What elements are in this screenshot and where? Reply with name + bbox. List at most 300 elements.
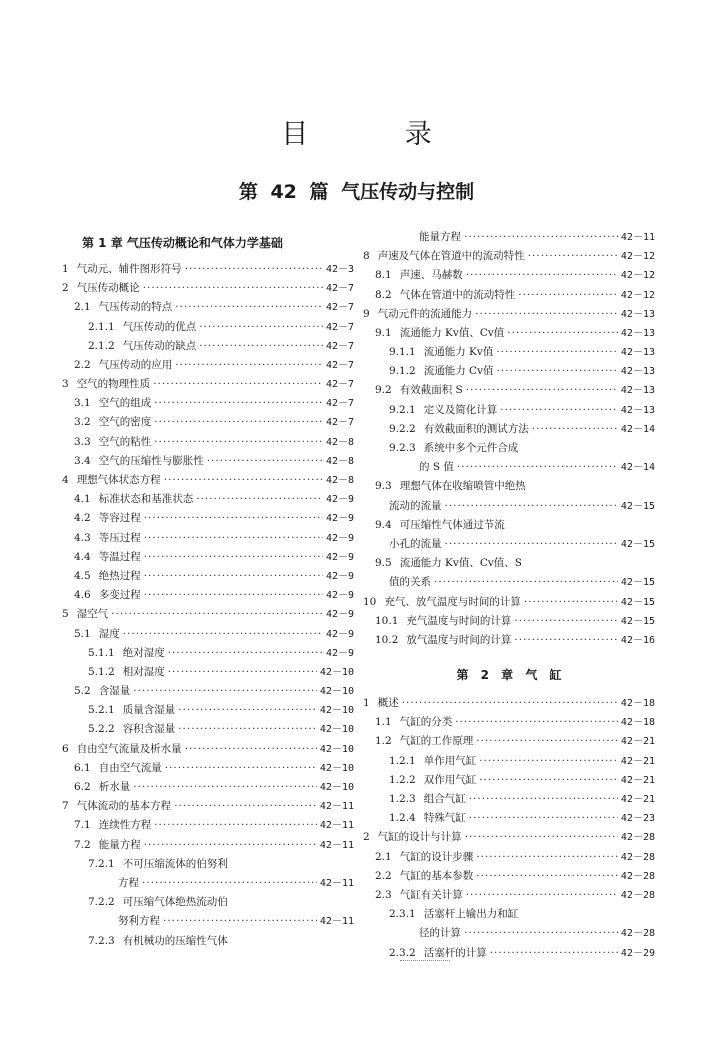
toc-entry-page: 42－7	[325, 359, 354, 371]
toc-entry	[363, 573, 655, 592]
toc-entry-label	[74, 490, 193, 509]
toc-entry-page: 42－9	[325, 590, 354, 602]
toc-entry-text: 湿度	[98, 627, 120, 640]
toc-entry	[62, 816, 354, 835]
toc-entry-label	[375, 324, 504, 343]
toc-entry-page: 42－21	[620, 794, 655, 806]
toc-entry-text: 径的计算	[419, 927, 461, 940]
toc-entry-number: 5.1	[74, 627, 91, 640]
toc-entry	[363, 535, 655, 554]
toc-entry-text: 放气温度与时间的计算	[406, 633, 512, 646]
toc-leader-dots	[514, 631, 618, 650]
toc-entry	[363, 733, 655, 752]
toc-entry-number: 2.1.1	[88, 320, 115, 333]
toc-entry-page: 42－13	[620, 308, 655, 320]
toc-entry-page: 42－9	[325, 570, 354, 582]
toc-entry-label	[88, 318, 196, 337]
toc-entry-text: 相对湿度	[122, 665, 165, 678]
toc-entry-text: 单作用气缸	[423, 754, 477, 767]
toc-entry-label	[375, 612, 511, 631]
toc-entry-label	[389, 362, 494, 381]
toc-entry-page: 42－28	[620, 870, 655, 882]
toc-entry	[62, 298, 354, 317]
toc-leader-dots	[475, 305, 618, 324]
toc-entry-number: 1.2	[375, 735, 392, 748]
toc-entry-number: 3.2	[74, 416, 91, 429]
toc-leader-dots	[199, 337, 323, 356]
toc-entry-number: 1.2.3	[389, 793, 416, 806]
toc-entry-number: 4.6	[74, 589, 91, 602]
toc-entry-number: 5.1.2	[88, 665, 115, 678]
toc-entry-text: 的 S 值	[419, 461, 454, 474]
toc-entry-label	[88, 663, 165, 682]
toc-leader-dots	[154, 394, 323, 413]
toc-entry-text: 有效截面积的测试方法	[423, 422, 529, 435]
toc-entry-label	[88, 855, 228, 874]
toc-entry-page: 42－7	[325, 302, 354, 314]
toc-entry-text: 等温过程	[98, 550, 141, 563]
toc-entry-label	[375, 554, 522, 573]
toc-entry-number: 1	[62, 262, 69, 275]
toc-entry-label	[389, 752, 476, 771]
toc-entry	[62, 605, 354, 624]
toc-entry	[363, 631, 655, 650]
toc-leader-dots	[168, 663, 317, 682]
toc-entry-page: 42－7	[325, 340, 354, 352]
toc-entry-label	[375, 848, 473, 867]
toc-leader-dots	[153, 375, 323, 394]
toc-entry-page: 42－13	[620, 347, 655, 359]
toc-entry-label	[74, 816, 151, 835]
toc-leader-dots	[465, 828, 618, 847]
toc-entry-label	[74, 625, 120, 644]
toc-entry-label	[389, 573, 431, 592]
toc-entry-label	[375, 477, 526, 496]
toc-list-right-bottom	[363, 694, 655, 963]
toc-entry-label	[375, 886, 463, 905]
toc-entry	[363, 828, 655, 847]
toc-entry-label	[74, 567, 141, 586]
toc-leader-dots	[144, 586, 323, 605]
toc-entry-page: 42－28	[620, 889, 655, 901]
toc-entry-number: 3.4	[74, 454, 91, 467]
toc-entry-text: 气缸的设计步骤	[399, 850, 474, 863]
toc-entry-text: 气体在管道中的流动特性	[399, 288, 516, 301]
toc-entry-text: 自由空气流量及析水量	[76, 742, 182, 755]
toc-entry-number: 5.2.2	[88, 723, 115, 736]
toc-entry	[62, 932, 354, 951]
toc-entry-label	[419, 228, 461, 247]
toc-entry	[62, 452, 354, 471]
toc-leader-dots	[466, 886, 618, 905]
toc-list-left	[62, 260, 354, 951]
toc-entry-label	[389, 809, 466, 828]
toc-entry-label	[363, 593, 521, 612]
toc-entry	[62, 567, 354, 586]
toc-entry	[363, 790, 655, 809]
toc-entry-number: 6.1	[74, 761, 91, 774]
toc-entry-number: 2	[363, 831, 370, 844]
toc-entry-page: 42－10	[319, 743, 354, 755]
toc-leader-dots	[144, 529, 323, 548]
toc-entry-text: 特殊气缸	[423, 812, 466, 825]
toc-entry-label	[389, 420, 529, 439]
toc-entry-number: 2.3.2	[389, 946, 416, 959]
toc-entry-text: 组合气缸	[423, 793, 466, 806]
toc-entry-label	[389, 790, 466, 809]
toc-entry-label	[74, 413, 151, 432]
toc-entry-label	[62, 279, 140, 298]
toc-entry-number: 2.1.2	[88, 339, 115, 352]
toc-entry-number: 9.3	[375, 480, 392, 493]
toc-entry-page: 42－7	[325, 417, 354, 429]
toc-entry-label	[74, 682, 130, 701]
toc-entry-number: 9.1	[375, 326, 392, 339]
toc-entry-text: 流通能力 Kv值、Cv值、S	[399, 557, 522, 570]
toc-entry-label	[74, 509, 141, 528]
toc-entry-page: 42－21	[620, 755, 655, 767]
toc-entry-number: 9.1.1	[389, 346, 416, 359]
toc-entry-label	[74, 836, 141, 855]
toc-entry-page: 42－8	[325, 436, 354, 448]
toc-entry-page: 42－15	[620, 615, 655, 627]
toc-entry	[62, 778, 354, 797]
toc-entry	[363, 439, 655, 458]
toc-entry-page: 42－14	[620, 423, 655, 435]
toc-entry	[363, 266, 655, 285]
toc-entry-number: 1.2.1	[389, 754, 416, 767]
toc-entry-number: 5.2	[74, 685, 91, 698]
toc-entry-page: 42－15	[620, 577, 655, 589]
toc-entry	[363, 420, 655, 439]
toc-leader-dots	[476, 732, 618, 751]
toc-entry-text: 声速、马赫数	[399, 269, 463, 282]
toc-leader-dots	[514, 612, 618, 631]
toc-entry	[62, 394, 354, 413]
toc-entry-number: 7.2.3	[88, 934, 115, 947]
toc-entry-text: 绝热过程	[98, 569, 141, 582]
toc-entry-text: 充气温度与时间的计算	[406, 614, 512, 627]
toc-entry	[363, 848, 655, 867]
toc-leader-dots	[496, 343, 618, 362]
toc-leader-dots	[402, 694, 618, 713]
toc-entry-text: 流动的流量	[389, 499, 442, 512]
toc-entry-label	[88, 893, 228, 912]
toc-left-column	[62, 228, 354, 951]
page-title: 目 录	[281, 119, 476, 150]
toc-entry-number: 6	[62, 742, 69, 755]
toc-entry	[62, 318, 354, 337]
toc-entry-label	[389, 905, 518, 924]
toc-entry-text: 系统中多个元件合成	[423, 442, 519, 455]
toc-entry	[62, 529, 354, 548]
toc-entry-number: 3.3	[74, 435, 91, 448]
toc-entry	[62, 625, 354, 644]
toc-entry-page: 42－10	[319, 782, 354, 794]
toc-entry-page: 42－23	[620, 813, 655, 825]
toc-entry	[62, 586, 354, 605]
toc-entry-label	[62, 797, 171, 816]
toc-entry-page: 42－15	[620, 538, 655, 550]
toc-entry	[363, 228, 655, 247]
toc-leader-dots	[143, 279, 323, 298]
chapter-2-title: 第 2 章 气 缸	[456, 668, 562, 683]
toc-entry-number: 7.2.1	[88, 857, 115, 870]
toc-entry-label	[62, 605, 108, 624]
toc-entry-page: 42－28	[620, 928, 655, 940]
toc-entry-text: 气缸的工作原理	[399, 735, 474, 748]
toc-leader-dots	[469, 790, 618, 809]
toc-entry-number: 2.1	[375, 850, 392, 863]
toc-entry-page: 42－11	[319, 877, 354, 889]
toc-entry-number: 7.1	[74, 819, 91, 832]
toc-entry	[62, 260, 354, 279]
toc-entry-number: 2.2	[74, 358, 91, 371]
toc-entry	[363, 343, 655, 362]
toc-entry-page: 42－15	[620, 500, 655, 512]
toc-entry-number: 8	[363, 250, 370, 263]
toc-entry-page: 42－7	[325, 398, 354, 410]
toc-entry	[363, 809, 655, 828]
toc-entry-page: 42－10	[319, 666, 354, 678]
toc-entry	[363, 324, 655, 343]
toc-entry	[62, 375, 354, 394]
toc-entry-text: 能量方程	[419, 230, 461, 243]
toc-leader-dots	[144, 509, 323, 528]
toc-entry-page: 42－7	[325, 321, 354, 333]
toc-entry	[363, 362, 655, 381]
toc-leader-dots	[507, 324, 618, 343]
toc-entry-label	[88, 644, 165, 663]
toc-entry	[363, 382, 655, 401]
toc-entry-number: 1	[363, 697, 370, 710]
toc-entry	[62, 740, 354, 759]
toc-entry-text: 充气、放气温度与时间的计算	[384, 595, 521, 608]
toc-leader-dots	[174, 797, 317, 816]
toc-entry-page: 42－9	[325, 609, 354, 621]
toc-entry-text: 小孔的流量	[389, 537, 442, 550]
toc-entry	[363, 458, 655, 477]
toc-entry-label	[363, 694, 399, 713]
toc-entry	[62, 279, 354, 298]
toc-entry-page: 42－11	[620, 231, 655, 243]
toc-entry-page: 42－21	[620, 774, 655, 786]
toc-entry-text: 空气的密度	[98, 416, 152, 429]
toc-entry-label	[375, 516, 505, 535]
toc-leader-dots	[500, 401, 618, 420]
toc-entry-label	[389, 535, 442, 554]
toc-entry-number: 2	[62, 282, 69, 295]
toc-entry	[363, 516, 655, 535]
toc-leader-dots	[178, 720, 317, 739]
toc-entry-number: 10.2	[375, 633, 399, 646]
toc-entry	[363, 593, 655, 612]
footer-mark	[400, 960, 450, 963]
toc-entry-number: 9.5	[375, 557, 392, 570]
toc-leader-dots	[445, 535, 618, 554]
toc-entry-text: 气动元件的流通能力	[377, 307, 473, 320]
toc-entry-text: 空气的物理性质	[76, 378, 151, 391]
toc-entry-text: 有效截面积 S	[399, 384, 463, 397]
toc-leader-dots	[133, 682, 317, 701]
toc-leader-dots	[455, 713, 618, 732]
toc-leader-dots	[175, 298, 323, 317]
toc-entry-text: 声速及气体在管道中的流动特性	[377, 250, 525, 263]
toc-entry-number: 10	[363, 595, 377, 608]
toc-entry-number: 6.2	[74, 781, 91, 794]
toc-entry-page: 42－9	[325, 494, 354, 506]
toc-entry	[62, 682, 354, 701]
toc-entry-number: 1.2.2	[389, 773, 416, 786]
toc-leader-dots	[457, 458, 618, 477]
toc-leader-dots	[479, 771, 618, 790]
toc-entry-text: 双作用气缸	[423, 773, 477, 786]
toc-entry	[363, 247, 655, 266]
toc-entry-number: 5	[62, 608, 69, 621]
toc-entry-label	[363, 305, 472, 324]
toc-entry-text: 空气的压缩性与膨胀性	[98, 454, 204, 467]
toc-entry	[363, 497, 655, 516]
toc-leader-dots	[464, 924, 618, 943]
toc-entry-number: 9.2.3	[389, 442, 416, 455]
toc-leader-dots	[178, 701, 317, 720]
toc-entry-text: 气缸有关计算	[399, 888, 463, 901]
toc-entry-label	[88, 337, 196, 356]
toc-entry	[363, 694, 655, 713]
toc-entry-label	[74, 394, 151, 413]
toc-entry-page: 42－14	[620, 462, 655, 474]
toc-entry-label	[74, 548, 141, 567]
toc-leader-dots	[144, 836, 317, 855]
toc-leader-dots	[476, 867, 618, 886]
toc-leader-dots	[165, 759, 317, 778]
toc-entry	[62, 644, 354, 663]
toc-entry	[363, 305, 655, 324]
toc-leader-dots	[185, 740, 317, 759]
toc-entry-page: 42－18	[620, 717, 655, 729]
toc-entry-page: 42－13	[620, 366, 655, 378]
toc-leader-dots	[497, 362, 618, 381]
toc-entry-label	[389, 439, 518, 458]
toc-right-column	[363, 228, 655, 963]
toc-entry-page: 42－11	[319, 916, 354, 928]
toc-entry-page: 42－9	[325, 647, 354, 659]
toc-entry-label	[375, 631, 511, 650]
toc-entry-text: 气缸的分类	[399, 716, 453, 729]
toc-entry-text: 概述	[377, 697, 399, 710]
toc-entry-page: 42－11	[319, 801, 354, 813]
toc-entry-number: 4.4	[74, 550, 91, 563]
toc-entry	[62, 797, 354, 816]
toc-entry-page: 42－29	[620, 947, 655, 959]
toc-entry-label	[62, 471, 161, 490]
toc-entry-label	[375, 867, 473, 886]
toc-entry-label	[389, 401, 497, 420]
part-title: 第 42 篇 气压传动与控制	[238, 181, 475, 203]
toc-leader-dots	[111, 605, 323, 624]
toc-leader-dots	[133, 778, 317, 797]
toc-leader-dots	[185, 260, 323, 279]
toc-leader-dots	[142, 874, 317, 893]
toc-entry-page: 42－13	[620, 327, 655, 339]
toc-entry	[363, 554, 655, 573]
toc-entry-text: 等容过程	[98, 512, 141, 525]
toc-leader-dots	[199, 318, 323, 337]
toc-entry-label	[375, 266, 463, 285]
toc-entry-text: 含湿量	[98, 685, 131, 698]
toc-entry	[363, 401, 655, 420]
toc-entry-label	[74, 778, 130, 797]
toc-entry	[62, 548, 354, 567]
toc-entry-number: 7	[62, 800, 69, 813]
toc-entry-page: 42－10	[319, 705, 354, 717]
toc-entry-number: 2.2	[375, 869, 392, 882]
toc-entry	[62, 490, 354, 509]
toc-entry-page: 42－7	[325, 379, 354, 391]
toc-leader-dots	[528, 247, 618, 266]
toc-entry-page: 42－12	[620, 251, 655, 263]
toc-entry-text: 等压过程	[98, 531, 141, 544]
toc-entry-label	[363, 828, 462, 847]
toc-entry-page: 42－18	[620, 698, 655, 710]
toc-entry-text: 气体流动的基本方程	[76, 800, 172, 813]
toc-entry-page: 42－12	[620, 270, 655, 282]
toc-entry-label	[74, 298, 172, 317]
toc-leader-dots	[445, 497, 618, 516]
toc-entry-number: 3	[62, 378, 69, 391]
toc-entry-label	[419, 924, 461, 943]
toc-entry	[62, 836, 354, 855]
toc-leader-dots	[524, 593, 618, 612]
toc-leader-dots	[479, 752, 618, 771]
toc-entry	[363, 771, 655, 790]
toc-entry-number: 1.2.4	[389, 812, 416, 825]
toc-entry	[62, 471, 354, 490]
toc-entry-number: 2.3.1	[389, 908, 416, 921]
toc-entry-text: 气压传动的缺点	[122, 339, 197, 352]
toc-entry-page: 42－11	[319, 839, 354, 851]
toc-entry	[62, 912, 354, 931]
toc-entry-label	[375, 732, 473, 751]
toc-entry-text: 气压传动的优点	[122, 320, 197, 333]
toc-entry-number: 4.3	[74, 531, 91, 544]
toc-entry-label	[74, 586, 141, 605]
toc-leader-dots	[464, 228, 618, 247]
toc-entry-text: 气动元、辅件图形符号	[76, 262, 182, 275]
toc-leader-dots	[466, 266, 618, 285]
toc-leader-dots	[144, 548, 323, 567]
toc-entry-text: 能量方程	[98, 838, 141, 851]
toc-entry-number: 4	[62, 474, 69, 487]
toc-entry-page: 42－9	[325, 532, 354, 544]
toc-entry-number: 2.1	[74, 301, 91, 314]
toc-entry-number: 9.2.1	[389, 403, 416, 416]
toc-entry-label	[62, 740, 182, 759]
toc-entry-label	[88, 932, 228, 951]
toc-entry-text: 气压传动的应用	[98, 358, 173, 371]
toc-entry-text: 流通能力 Kv值	[423, 346, 494, 359]
toc-entry-number: 10.1	[375, 614, 399, 627]
toc-entry-label	[62, 375, 150, 394]
toc-entry-number: 3.1	[74, 397, 91, 410]
toc-entry-label	[375, 381, 463, 400]
toc-entry-label	[88, 720, 175, 739]
toc-entry	[62, 701, 354, 720]
toc-entry-text: 质量含湿量	[122, 704, 176, 717]
toc-entry-text: 气缸的基本参数	[399, 869, 474, 882]
toc-entry-text: 努利方程	[118, 915, 160, 928]
toc-entry	[363, 752, 655, 771]
